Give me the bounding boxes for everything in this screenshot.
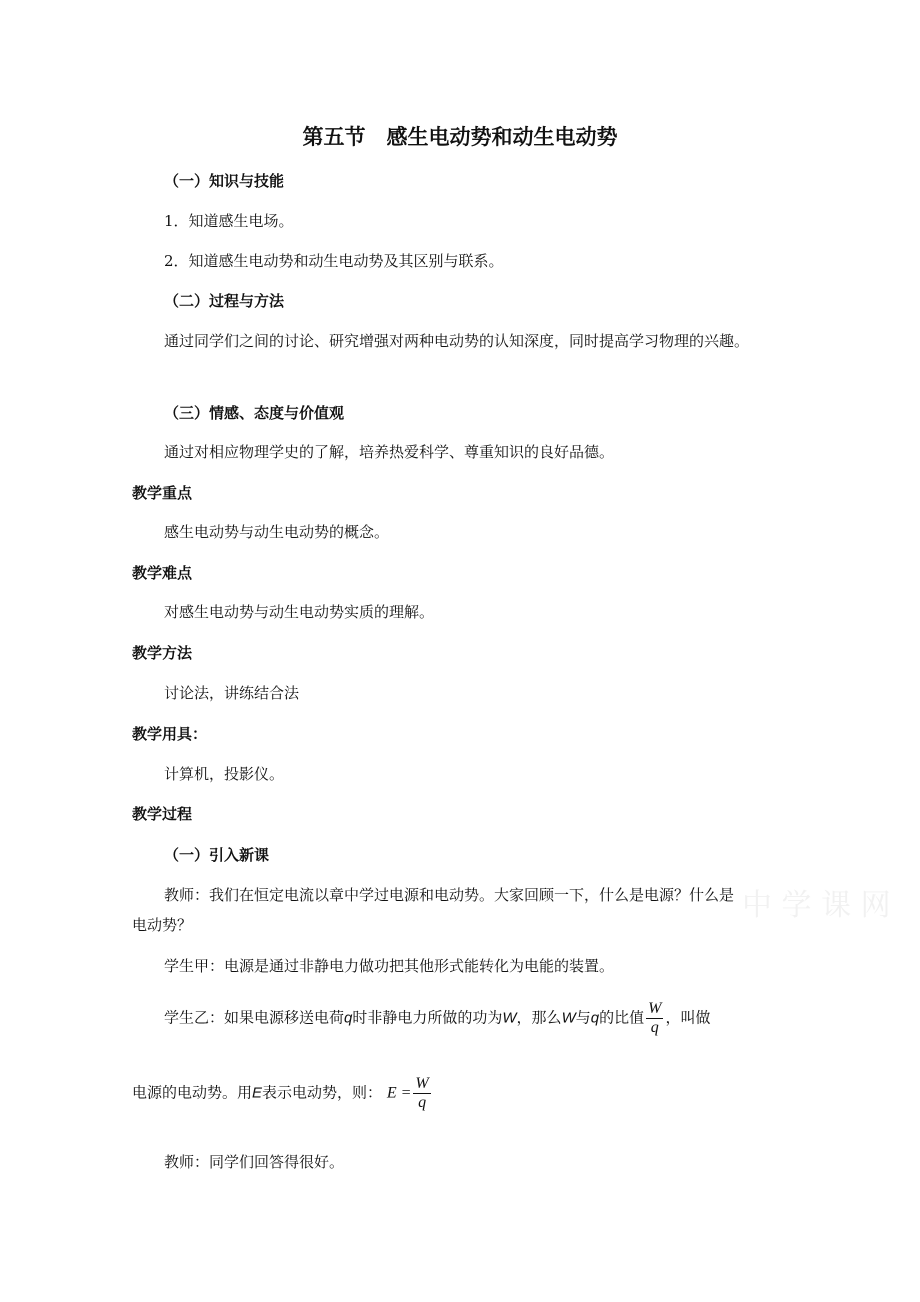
fraction-numerator: W [415, 1075, 429, 1092]
teacher-question-line-2: 电动势？ [132, 916, 193, 934]
student-b-text-1: 学生乙：如果电源移送电荷 [164, 1008, 345, 1027]
attitude-text: 通过对相应物理学史的了解，培养热爱科学、尊重知识的良好品德。 [164, 443, 615, 461]
var-w: W [561, 1009, 576, 1027]
heading-key-points: 教学重点 [132, 484, 193, 502]
heading-methods: 教学方法 [132, 644, 193, 662]
page-title: 第五节 感生电动势和动生电动势 [302, 125, 618, 149]
var-q: q [590, 1009, 600, 1027]
section-heading-attitude: （三）情感、态度与价值观 [164, 404, 345, 422]
heading-teaching-process: 教学过程 [132, 805, 193, 823]
fraction-w-over-q [646, 1000, 663, 1037]
student-b-text-3: ，那么 [516, 1008, 562, 1027]
student-b-text-6: ，叫做 [665, 1008, 711, 1027]
teacher-question-line-1: 教师：我们在恒定电流以章中学过电源和电动势。大家回顾一下，什么是电源？什么是 [164, 886, 735, 904]
section-heading-process: （二）过程与方法 [164, 292, 285, 310]
student-b-text-2: 时非静电力所做的功为 [352, 1008, 503, 1027]
teacher-praise: 教师：同学们回答得很好。 [164, 1153, 345, 1171]
heading-tools: 教学用具： [132, 725, 208, 743]
knowledge-item-2: 2．知道感生电动势和动生电动势及其区别与联系。 [164, 252, 504, 270]
fraction-numerator: W [648, 1000, 662, 1017]
student-b-answer [164, 1000, 710, 1037]
var-q: q [344, 1009, 353, 1027]
section-heading-knowledge: （一）知识与技能 [164, 172, 285, 190]
key-points-text: 感生电动势与动生电动势的概念。 [164, 523, 390, 541]
difficulties-text: 对感生电动势与动生电动势实质的理解。 [164, 603, 435, 621]
process-text: 通过同学们之间的讨论、研究增强对两种电动势的认知深度，同时提高学习物理的兴趣。 [164, 332, 750, 350]
watermark-text: 中 学 课 网 [742, 888, 891, 923]
fraction-denominator: q [646, 1018, 663, 1037]
student-a-answer: 学生甲：电源是通过非静电力做功把其他形式能转化为电能的装置。 [164, 957, 615, 975]
emf-text-1: 电源的电动势。用 [132, 1083, 253, 1102]
methods-text: 讨论法，讲练结合法 [164, 684, 300, 702]
emf-definition-line [132, 1075, 433, 1112]
tools-text: 计算机，投影仪。 [164, 765, 285, 783]
fraction-denominator: q [413, 1093, 430, 1112]
subheading-introduction: （一）引入新课 [164, 846, 270, 864]
var-e: E [252, 1084, 263, 1102]
heading-difficulties: 教学难点 [132, 564, 193, 582]
emf-equation-lhs: E = [386, 1084, 412, 1102]
student-b-text-5: 的比值 [599, 1008, 645, 1027]
knowledge-item-1: 1．知道感生电场。 [164, 212, 294, 230]
emf-fraction [413, 1075, 430, 1112]
var-w: W [502, 1009, 517, 1027]
emf-text-2: 表示电动势，则： [262, 1083, 383, 1102]
student-b-text-4: 与 [575, 1008, 591, 1027]
